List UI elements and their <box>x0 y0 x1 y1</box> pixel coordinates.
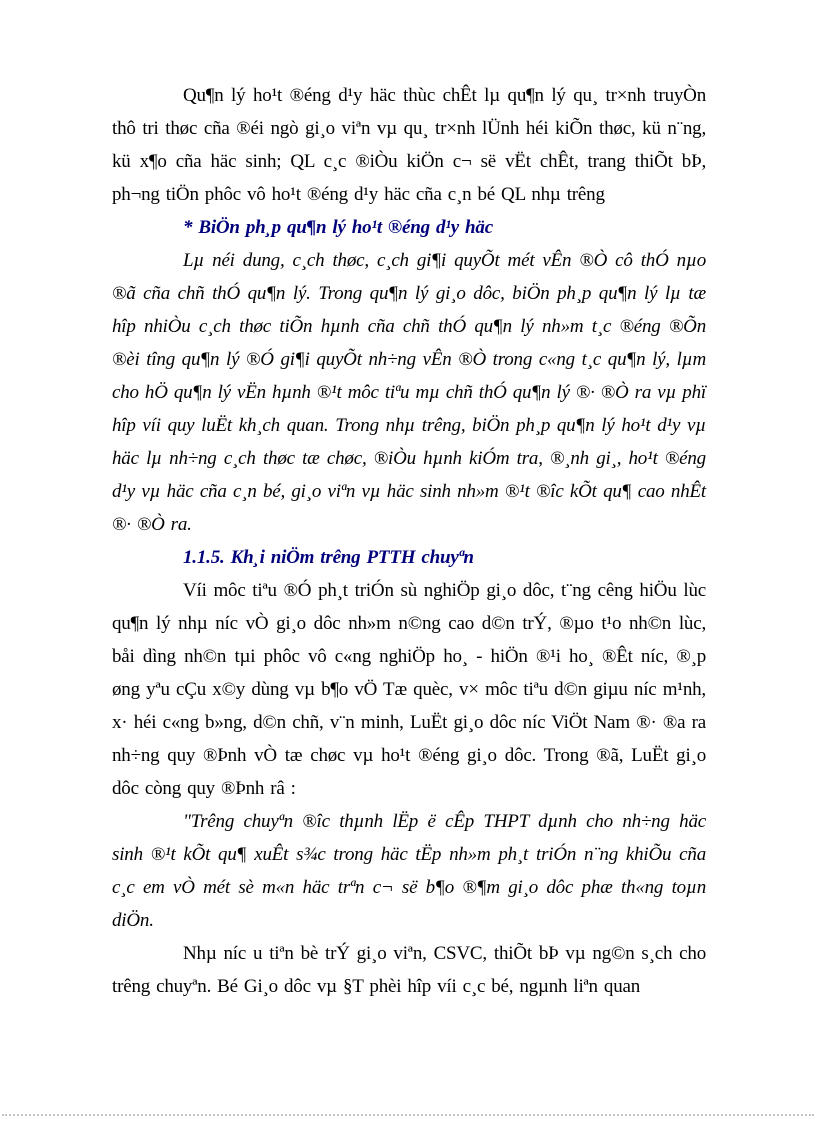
heading-bien-phap-quan-ly: * BiÖn ph¸p qu¶n lý ho¹t ®éng d¹y häc <box>183 217 493 238</box>
paragraph-nha-nuoc-uu-tien: Nhµ níc u tiªn bè trÝ gi¸o viªn, CSVC, thiÕt bÞ vµ ng©n s¸ch cho trêng chuyªn. Bé Gi¸o dôc vµ §T phèi hîp víi c¸c bé, ngµnh liªn quan <box>112 943 706 997</box>
page-text-block <box>112 79 706 1003</box>
paragraph-quote-truong-chuyen: "Trêng chuyªn ®îc thµnh lËp ë cÊp THPT dµnh cho nh÷ng häc sinh ®¹t kÕt qu¶ xuÊt s¾c trong häc tËp nh»m ph¸t triÓn n¨ng khiÕu cña c¸c em vÒ mét sè m«n häc trªn c¬ së b¶o ®¶m gi¸o dôc phæ th«ng toµn diÖn. <box>112 811 706 931</box>
page-bottom-dotted-divider <box>2 1114 814 1116</box>
paragraph-muc-tieu-luat-giao-duc: Víi môc tiªu ®Ó ph¸t triÓn sù nghiÖp gi¸o dôc, t¨ng cêng hiÖu lùc qu¶n lý nhµ níc vÒ gi¸o dôc nh»m n©ng cao d©n trÝ, ®µo t¹o nh©n lùc, båi dìng nh©n tµi phôc vô c«ng nghiÖp ho¸ - hiÖn ®¹i ho¸ ®Êt níc, ®¸p øng yªu cÇu x©y dùng vµ b¶o vÖ Tæ quèc, v× môc tiªu d©n giµu níc m¹nh, x· héi c«ng b»ng, d©n chñ, v¨n minh, LuËt gi¸o dôc níc ViÖt Nam ®· ®a ra nh÷ng quy ®Þnh vÒ tæ chøc vµ ho¹t ®éng gi¸o dôc. Trong ®ã, LuËt gi¸o dôc còng quy ®Þnh râ : <box>112 580 706 799</box>
paragraph-bien-phap-definition: Lµ néi dung, c¸ch thøc, c¸ch gi¶i quyÕt mét vÊn ®Ò cô thÓ nµo ®ã cña chñ thÓ qu¶n lý. Trong qu¶n lý gi¸o dôc, biÖn ph¸p qu¶n lý lµ tæ hîp nhiÒu c¸ch thøc tiÕn hµnh cña chñ thÓ qu¶n lý nh»m t¸c ®éng ®Õn ®èi tîng qu¶n lý ®Ó gi¶i quyÕt nh÷ng vÊn ®Ò trong c«ng t¸c qu¶n lý, lµm cho hÖ qu¶n lý vËn hµnh ®¹t môc tiªu mµ chñ thÓ qu¶n lý ®· ®Ò ra vµ phï hîp víi quy luËt kh¸ch quan. Trong nhµ trêng, biÖn ph¸p qu¶n lý ho¹t d¹y vµ häc lµ nh÷ng c¸ch thøc tæ chøc, ®iÒu hµnh kiÓm tra, ®¸nh gi¸, ho¹t ®éng d¹y vµ häc cña c¸n bé, gi¸o viªn vµ häc sinh nh»m ®¹t ®îc kÕt qu¶ cao nhÊt ®· ®Ò ra. <box>112 250 706 535</box>
heading-1-1-5-khai-niem-truong-ptth-chuyen: 1.1.5. Kh¸i niÖm trêng PTTH chuyªn <box>183 547 474 568</box>
paragraph-quan-ly-hoat-dong-day-hoc: Qu¶n lý ho¹t ®éng d¹y häc thùc chÊt lµ qu¶n lý qu¸ tr×nh truyÒn thô tri thøc cña ®éi ngò gi¸o viªn vµ qu¸ tr×nh lÜnh héi kiÕn thøc, kü n¨ng, kü x¶o cña häc sinh; QL c¸c ®iÒu kiÖn c¬ së vËt chÊt, trang thiÕt bÞ, ph¬ng tiÖn phôc vô ho¹t ®éng d¹y häc cña c¸n bé QL nhµ trêng <box>112 85 706 205</box>
